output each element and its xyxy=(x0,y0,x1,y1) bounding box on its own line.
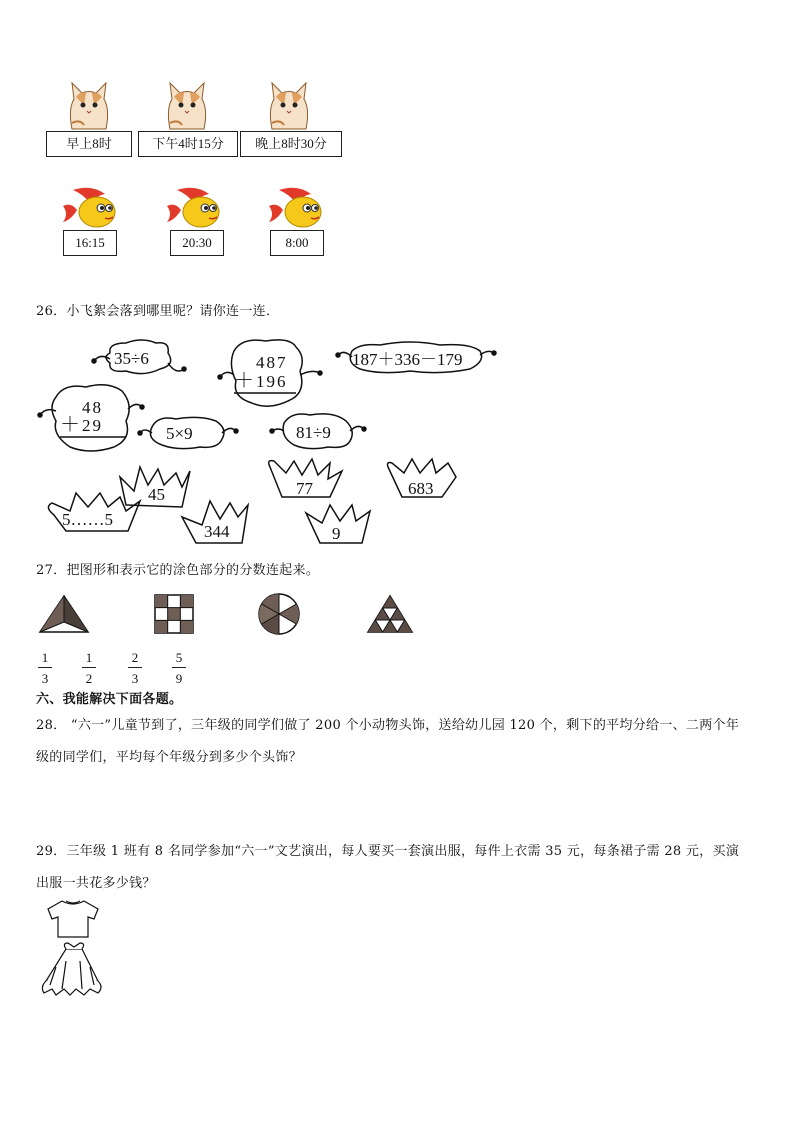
svg-text:＋: ＋ xyxy=(60,414,80,436)
seed-grass-diagram xyxy=(30,335,510,550)
fraction-5-9: $\frac{5}{9}$ xyxy=(172,650,186,686)
cat-time-label: 下午4时15分 xyxy=(138,131,238,157)
shaded-circle-figure xyxy=(258,593,300,635)
fish-time-label: 16:15 xyxy=(63,230,117,256)
shaded-triangle-grid-figure xyxy=(366,594,414,634)
cat-illustration-2 xyxy=(164,79,210,131)
costume-illustration xyxy=(36,897,112,999)
grass-text-3: 344 xyxy=(204,522,230,541)
grass-text-4: 77 xyxy=(296,479,313,498)
grass-text-6: 683 xyxy=(408,479,434,498)
fish-illustration-3 xyxy=(267,186,325,232)
seed-text-2b: 196 xyxy=(256,372,288,391)
seed-text-3: 187＋336－179 xyxy=(352,350,463,369)
question-28-line-1: 28． “六一”儿童节到了，三年级的同学们做了 200 个小动物头饰，送给幼儿园 120 个，剩下的平均分给一、二两个年 xyxy=(36,718,740,733)
question-26-text: 26．小飞絮会落到哪里呢？请你连一连． xyxy=(36,304,280,319)
seed-text-4: 48 xyxy=(82,398,103,417)
grass-text-1: 45 xyxy=(148,485,165,504)
fraction-1-2: $\frac{1}{2}$ xyxy=(82,650,96,686)
cat-illustration-3 xyxy=(266,79,312,131)
cat-illustration-1 xyxy=(66,79,112,131)
cat-time-label: 晚上8时30分 xyxy=(240,131,342,157)
fraction-2-3: $\frac{2}{3}$ xyxy=(128,650,142,686)
seed-text-5: 5×9 xyxy=(166,424,193,443)
shaded-triangle-figure xyxy=(38,594,90,634)
grass-text-2: 5……5 xyxy=(62,510,113,529)
cat-time-label: 早上8时 xyxy=(46,131,132,157)
section-6-title: 六、我能解决下面各题。 xyxy=(36,692,183,707)
fish-time-label: 20:30 xyxy=(170,230,224,256)
seed-text-1: 35÷6 xyxy=(114,349,149,368)
svg-text:＋: ＋ xyxy=(234,370,254,392)
fish-illustration-2 xyxy=(165,186,223,232)
fish-illustration-1 xyxy=(61,186,119,232)
fish-time-label: 8:00 xyxy=(270,230,324,256)
grass-text-5: 9 xyxy=(332,524,341,543)
question-27-text: 27．把图形和表示它的涂色部分的分数连起来。 xyxy=(36,563,320,578)
question-29-line-2: 出服一共花多少钱？ xyxy=(36,876,156,891)
fraction-1-3: $\frac{1}{3}$ xyxy=(38,650,52,686)
shirt-shape xyxy=(48,901,98,937)
question-28-line-2: 级的同学们，平均每个年级分到多少个头饰？ xyxy=(36,750,303,765)
seed-text-4b: 29 xyxy=(82,416,103,435)
seed-text-2: 487 xyxy=(256,353,288,372)
seed-text-6: 81÷9 xyxy=(296,423,331,442)
shaded-grid-figure xyxy=(154,594,194,634)
question-29-line-1: 29．三年级 1 班有 8 名同学参加“六一”文艺演出，每人要买一套演出服，每件上衣需 35 元，每条裙子需 28 元，买演 xyxy=(36,844,740,859)
